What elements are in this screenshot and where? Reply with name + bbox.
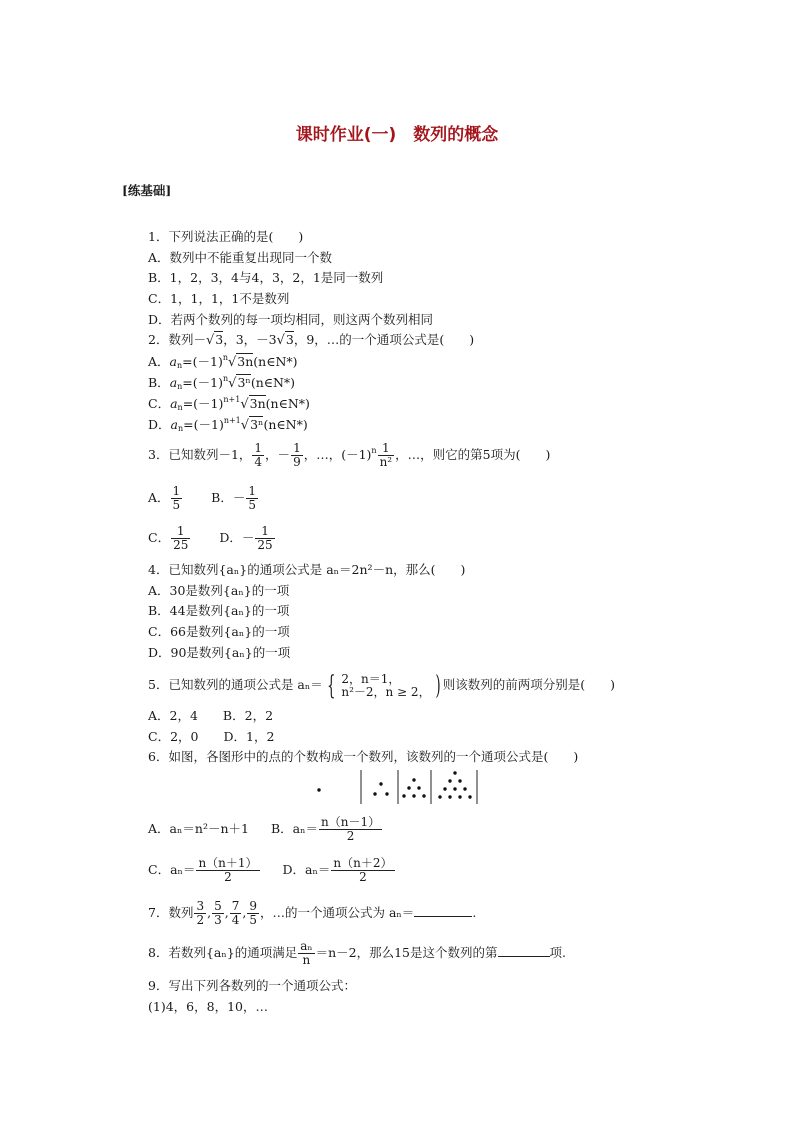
q7-stem: 7．数列 $\frac{3}{2}$ , $\frac{5}{3}$ , $\frac{7}{4}$ , $\frac{9}{5}$ ，…的一个通项公式为 aₙ＝ . [148,899,477,927]
q3-options-cd: C． $\frac{1}{25}$ D．－ $\frac{1}{25}$ [148,524,273,552]
q1-stem: 1．下列说法正确的是( ) [148,229,304,244]
q1-option-c: C．1，1，1，1不是数列 [148,291,290,306]
q5-options-ab: A．2，4 B．2，2 [148,708,274,723]
q9-subquestion-1: (1)4，6，8，10，… [148,999,268,1014]
q7-answer-blank [414,916,472,917]
fraction: $\frac{1}{9}$ [293,441,301,469]
dot-figure-1 [317,788,320,791]
q6-options-cd: C．aₙ＝ $\frac{n(n+1)}{2}$ D．aₙ＝ $\frac{n(n+2)}{2}$ [148,856,393,884]
q8-answer-blank [498,956,550,957]
q5-stem: 5．已知数列的通项公式是 aₙ＝ { 2，n＝1， n²－2，n ≥ 2， ) 则该数列的前两项分别是( ) [148,670,615,701]
q2-option-d: D．$a_n=(-1)^{n+1}√3^n(n\in N*)$ [148,416,308,433]
q1-option-a: A．数列中不能重复出现同一个数 [148,250,333,265]
q2-stem: 2．数列－√3，3，－3√3，9，…的一个通项公式是( ) [148,332,475,348]
q6-stem: 6．如图，各图形中的点的个数构成一个数列，该数列的一个通项公式是( ) [148,749,579,764]
dot-figure-2 [373,782,388,795]
page-title: 课时作业(一) 数列的概念 [295,125,499,145]
q2-option-a: A．$a_n=(-1)^n√3n(n\in N*)$ [148,353,298,370]
q5-options-cd: C．2，0 D．1，2 [148,729,275,744]
dot-figure-4 [438,771,471,798]
piecewise-cases: 2，n＝1， n²－2，n ≥ 2， [341,671,431,699]
q1-option-d: D．若两个数列的每一项均相同，则这两个数列相同 [148,312,434,327]
q4-option-a: A．30是数列{aₙ}的一项 [148,583,290,598]
q3-stem: 3．已知数列－1， $\frac{1}{4}$ ，－ $\frac{1}{9}$ ，…，$(-1)^n$ $\frac{1}{\text{n²}}$ ，…，则它的第5项为( ) [148,441,551,469]
fraction: $\frac{1}{4}$ [254,441,263,469]
dot-figure [305,768,490,806]
q4-option-d: D．90是数列{aₙ}的一项 [148,645,291,660]
q4-option-b: B．44是数列{aₙ}的一项 [148,603,290,618]
q4-stem: 4．已知数列{aₙ}的通项公式是 aₙ＝2n²－n，那么( ) [148,562,466,577]
fraction: $\frac{1}{\text{n²}}$ [379,441,393,469]
q2-option-b: B．$a_n=(-1)^n√3^n(n\in N*)$ [148,374,296,391]
q4-option-c: C．66是数列{aₙ}的一项 [148,624,290,639]
q9-stem: 9．写出下列各数列的一个通项公式： [148,978,356,993]
section-heading: [练基础] [122,183,172,198]
q1-option-b: B．1，2，3，4与4，3，2，1是同一数列 [148,270,384,285]
q6-options-ab: A．aₙ＝n²－n＋1 B．aₙ＝ $\frac{n(n-1)}{2}$ [148,815,381,843]
q2-option-c: C．$a_n=(-1)^{n+1}√3n(n\in N*)$ [148,395,310,412]
q3-options-ab: A． $\frac{1}{5}$ B．－ $\frac{1}{5}$ [148,484,256,512]
q8-stem: 8．若数列{aₙ}的通项满足 $\frac{\text{aₙ}}{n}$ ＝n－2，那么15是这个数列的第 项. [148,939,566,967]
dot-figure-3 [402,778,425,797]
